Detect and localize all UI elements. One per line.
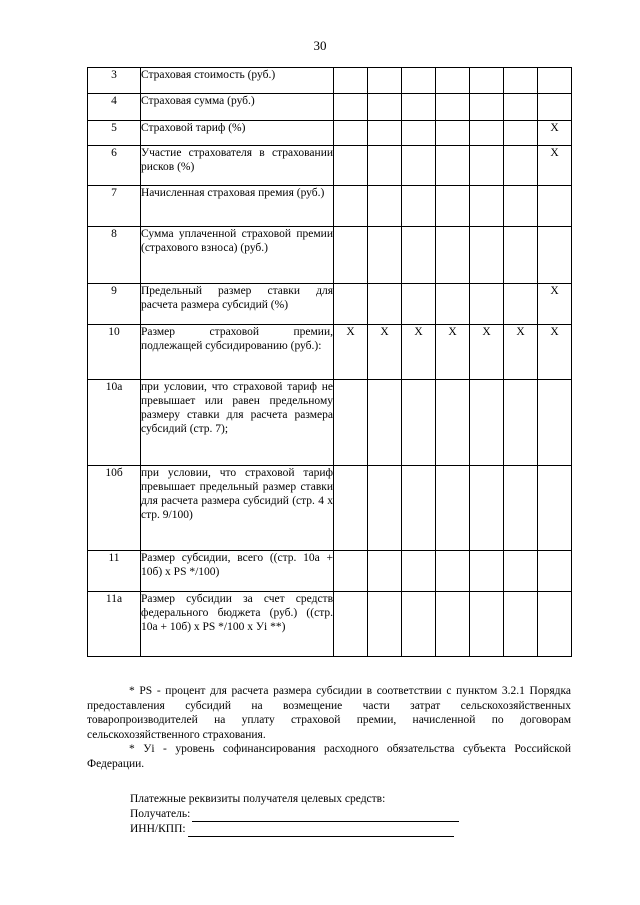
row-number: 7 [88,186,141,227]
mark-cell [470,380,504,466]
mark-cell [504,146,538,186]
row-number: 10 [88,325,141,380]
table-row [88,325,572,380]
mark-cell [504,186,538,227]
mark-cell [402,227,436,284]
mark-cell [436,186,470,227]
mark-cell [402,68,436,94]
table-row [88,592,572,657]
mark-cell [436,94,470,121]
table-row [88,146,572,186]
mark-cell [538,94,572,121]
payment-title: Платежные реквизиты получателя целевых средств: [130,793,386,805]
mark-cell [538,466,572,551]
mark-cell [504,68,538,94]
row-description: при условии, что страховой тариф превышает предельный размер ставки для расчета размера субсидий (стр. 4 х стр. 9/100) [141,466,334,551]
mark-cell [436,592,470,657]
table-row [88,380,572,466]
mark-cell [470,186,504,227]
table-row [88,466,572,551]
table-row [88,94,572,121]
mark-cell: X [504,325,538,380]
mark-cell [334,466,368,551]
mark-cell [538,68,572,94]
mark-cell [402,284,436,325]
mark-cell [334,121,368,146]
row-number: 8 [88,227,141,284]
mark-cell [334,227,368,284]
row-description: Начисленная страховая премия (руб.) [141,186,334,227]
mark-cell [368,466,402,551]
mark-cell: X [334,325,368,380]
mark-cell [368,284,402,325]
mark-cell [368,68,402,94]
mark-cell [504,227,538,284]
mark-cell [436,121,470,146]
row-description: Участие страхователя в страховании рисков (%) [141,146,334,186]
row-description: Страховая сумма (руб.) [141,94,334,121]
mark-cell [470,68,504,94]
mark-cell [334,68,368,94]
inn-blank [188,825,454,837]
mark-cell [402,466,436,551]
mark-cell [504,121,538,146]
row-description: Страховая стоимость (руб.) [141,68,334,94]
mark-cell [436,68,470,94]
recipient-blank [192,810,459,822]
mark-cell: X [538,121,572,146]
mark-cell [402,146,436,186]
mark-cell [402,121,436,146]
row-number: 11 [88,551,141,592]
mark-cell [334,146,368,186]
page-number: 30 [313,38,327,53]
mark-cell [368,592,402,657]
row-description: Размер субсидии, всего ((стр. 10а + 10б) х PS */100) [141,551,334,592]
mark-cell [504,466,538,551]
mark-cell: X [436,325,470,380]
mark-cell [436,466,470,551]
recipient-label: Получатель: [130,808,191,820]
inn-line [130,822,470,837]
row-description: Размер субсидии за счет средств федерального бюджета (руб.) ((стр. 10а + 10б) х PS */100 х Уi **) [141,592,334,657]
inn-label: ИНН/КПП: [130,823,186,835]
table-row [88,227,572,284]
row-description: при условии, что страховой тариф не превышает или равен предельному размеру ставки для расчета размера субсидий (стр. 7); [141,380,334,466]
mark-cell [436,284,470,325]
table-row [88,551,572,592]
mark-cell [334,551,368,592]
mark-cell: X [402,325,436,380]
mark-cell: X [368,325,402,380]
mark-cell [334,94,368,121]
mark-cell [402,94,436,121]
mark-cell [470,592,504,657]
mark-cell [470,227,504,284]
mark-cell [504,380,538,466]
mark-cell [334,186,368,227]
mark-cell [436,551,470,592]
row-description: Предельный размер ставки для расчета размера субсидий (%) [141,284,334,325]
mark-cell [334,284,368,325]
mark-cell [368,186,402,227]
table-row [88,186,572,227]
row-description: Размер страховой премии, подлежащей субсидированию (руб.): [141,325,334,380]
table-row [88,68,572,94]
mark-cell [402,380,436,466]
mark-cell: X [538,284,572,325]
mark-cell [436,227,470,284]
mark-cell [538,186,572,227]
mark-cell [538,380,572,466]
mark-cell [504,94,538,121]
mark-cell [504,592,538,657]
mark-cell [470,146,504,186]
mark-cell [470,551,504,592]
mark-cell [436,146,470,186]
mark-cell [368,227,402,284]
footnote-ps: * PS - процент для расчета размера субсидии в соответствии с пунктом 3.2.1 Порядка предоставления субсидий на возмещение части затрат сельскохозяйственных товаропроизводителей на уплату страховой премии, начисленной по договорам сельскохозяйственного страхования. [87,685,571,741]
table-body [88,68,572,657]
footnotes [87,684,571,771]
mark-cell [402,186,436,227]
row-number: 5 [88,121,141,146]
table-row [88,121,572,146]
mark-cell: X [538,325,572,380]
mark-cell [470,94,504,121]
mark-cell [402,551,436,592]
mark-cell [504,284,538,325]
row-number: 9 [88,284,141,325]
mark-cell [334,380,368,466]
row-number: 4 [88,94,141,121]
mark-cell [504,551,538,592]
mark-cell [436,380,470,466]
mark-cell [402,592,436,657]
mark-cell [538,227,572,284]
mark-cell [538,592,572,657]
mark-cell: X [470,325,504,380]
row-number: 3 [88,68,141,94]
row-number: 10а [88,380,141,466]
mark-cell [470,284,504,325]
row-number: 6 [88,146,141,186]
payment-details [130,792,470,837]
mark-cell [368,551,402,592]
footnote-yi: * Уi - уровень софинансирования расходного обязательства субъекта Российской Федерации. [87,743,571,770]
mark-cell [470,466,504,551]
table-row [88,284,572,325]
mark-cell [470,121,504,146]
mark-cell [368,94,402,121]
row-number: 10б [88,466,141,551]
row-description: Страховой тариф (%) [141,121,334,146]
mark-cell [368,380,402,466]
row-description: Сумма уплаченной страховой премии (страхового взноса) (руб.) [141,227,334,284]
row-number: 11а [88,592,141,657]
recipient-line [130,807,470,822]
mark-cell [368,146,402,186]
mark-cell [368,121,402,146]
mark-cell [538,551,572,592]
subsidy-calculation-table [87,67,572,657]
mark-cell: X [538,146,572,186]
mark-cell [334,592,368,657]
